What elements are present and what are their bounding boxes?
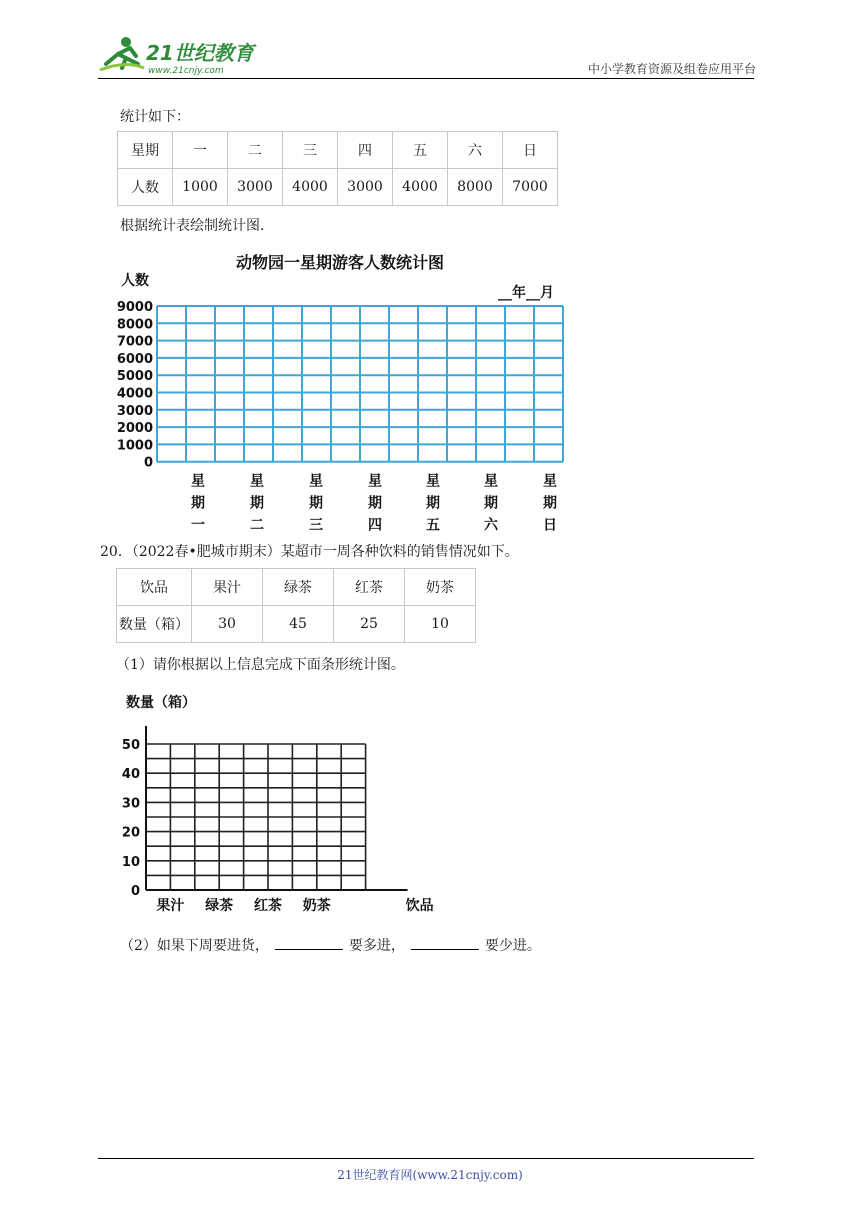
table-cell: 红茶: [334, 569, 405, 606]
table-cell: 四: [338, 132, 393, 169]
x-tick-label: 星: [368, 473, 382, 490]
chart1-title: 动物园一星期游客人数统计图: [236, 253, 445, 272]
table-cell: 奶茶: [405, 569, 476, 606]
footer-divider: [98, 1158, 754, 1159]
answer-blank-less[interactable]: [411, 935, 479, 950]
table-cell: 4000: [393, 169, 448, 206]
table-cell: 星期: [118, 132, 173, 169]
q20-sub2-mid: 要多进，: [348, 938, 405, 954]
x-tick-label: 二: [250, 517, 264, 534]
y-tick-label: 1000: [116, 438, 153, 454]
x-tick-label: 五: [426, 517, 440, 534]
footer-text: 21世纪教育网(www.21cnjy.com): [337, 1168, 523, 1182]
q20-table: [116, 568, 476, 643]
svg-text:www.21cnjy.com: www.21cnjy.com: [148, 66, 224, 76]
q20-sub2-prefix: （2）如果下周要进货，: [120, 938, 269, 954]
table-cell: 45: [263, 606, 334, 643]
y-tick-label: 6000: [116, 351, 153, 367]
x-tick-label: 四: [368, 517, 382, 534]
y-tick-label: 20: [121, 825, 140, 841]
table-cell: 7000: [503, 169, 558, 206]
chart1-date: __年__月: [498, 285, 554, 301]
x-tick-label: 期: [191, 495, 205, 512]
table-cell: 三: [283, 132, 338, 169]
x-tick-label: 六: [484, 517, 498, 534]
x-tick-label: 果汁: [156, 898, 185, 914]
x-axis-label: 饮品: [405, 898, 434, 914]
y-tick-label: 4000: [116, 386, 153, 402]
x-tick-label: 奶茶: [302, 898, 331, 914]
table-row: [117, 606, 476, 643]
table-cell: 日: [503, 132, 558, 169]
table-cell: 绿茶: [263, 569, 334, 606]
q20-text: 某超市一周各种饮料的销售情况如下。: [280, 544, 519, 560]
q19-intro: 统计如下：: [120, 109, 190, 125]
table-row: [118, 132, 558, 169]
table-cell: 数量（箱）: [117, 606, 192, 643]
chart2-svg: [110, 720, 434, 920]
runner-icon: [96, 34, 266, 78]
x-tick-label: 三: [309, 517, 323, 534]
table-cell: 五: [393, 132, 448, 169]
table-cell: 10: [405, 606, 476, 643]
table-cell: 二: [228, 132, 283, 169]
header-platform-text: 中小学教育资源及组卷应用平台: [587, 62, 756, 76]
table-cell: 25: [334, 606, 405, 643]
table-cell: 1000: [173, 169, 228, 206]
table-cell: 人数: [118, 169, 173, 206]
q20-sub2: [120, 935, 541, 955]
q19-table: [117, 131, 558, 206]
table-cell: 8000: [448, 169, 503, 206]
y-tick-label: 7000: [116, 334, 153, 350]
table-cell: 饮品: [117, 569, 192, 606]
x-tick-label: 期: [543, 495, 557, 512]
table-cell: 3000: [228, 169, 283, 206]
y-tick-label: 3000: [116, 403, 153, 419]
table-row: [118, 169, 558, 206]
x-tick-label: 星: [191, 473, 205, 490]
table-cell: 3000: [338, 169, 393, 206]
y-tick-label: 10: [121, 854, 140, 870]
table-cell: 30: [192, 606, 263, 643]
y-tick-label: 0: [143, 455, 153, 471]
answer-blank-more[interactable]: [275, 935, 343, 950]
y-tick-label: 0: [130, 884, 140, 899]
y-tick-label: 50: [121, 738, 140, 753]
x-tick-label: 星: [250, 473, 264, 490]
table-cell: 4000: [283, 169, 338, 206]
svg-text:21世纪教育: 21世纪教育: [146, 41, 254, 65]
x-tick-label: 日: [543, 517, 557, 534]
header-divider: [98, 78, 754, 79]
x-tick-label: 星: [426, 473, 440, 490]
table-row: [117, 569, 476, 606]
table-cell: 一: [173, 132, 228, 169]
chart1-y-label: 人数: [121, 273, 149, 289]
x-tick-label: 期: [309, 495, 323, 512]
q20-sub2-suffix: 要少进。: [484, 938, 541, 954]
y-tick-label: 40: [121, 767, 140, 783]
q20-number: 20．: [100, 544, 132, 560]
y-tick-label: 9000: [116, 300, 153, 315]
q20-header: [100, 541, 519, 561]
x-tick-label: 星: [309, 473, 323, 490]
y-tick-label: 30: [121, 796, 140, 812]
x-tick-label: 期: [484, 495, 498, 512]
chart1-svg: [110, 298, 580, 534]
table-cell: 六: [448, 132, 503, 169]
x-tick-label: 期: [368, 495, 382, 512]
x-tick-label: 绿茶: [205, 898, 234, 914]
x-tick-label: 期: [250, 495, 264, 512]
q20-sub1: （1）请你根据以上信息完成下面条形统计图。: [116, 657, 405, 673]
x-tick-label: 红茶: [254, 898, 282, 914]
y-tick-label: 8000: [116, 317, 153, 333]
site-logo: [96, 34, 266, 78]
y-tick-label: 2000: [116, 421, 153, 437]
x-tick-label: 星: [543, 473, 557, 490]
x-tick-label: 星: [484, 473, 498, 490]
table-cell: 果汁: [192, 569, 263, 606]
x-tick-label: 期: [426, 495, 440, 512]
q19-instruction: 根据统计表绘制统计图.: [120, 218, 265, 234]
y-tick-label: 5000: [116, 369, 153, 385]
q20-source: （2022春•肥城市期末）: [131, 544, 281, 560]
x-tick-label: 一: [191, 517, 205, 534]
chart2-y-label: 数量（箱）: [126, 695, 196, 711]
